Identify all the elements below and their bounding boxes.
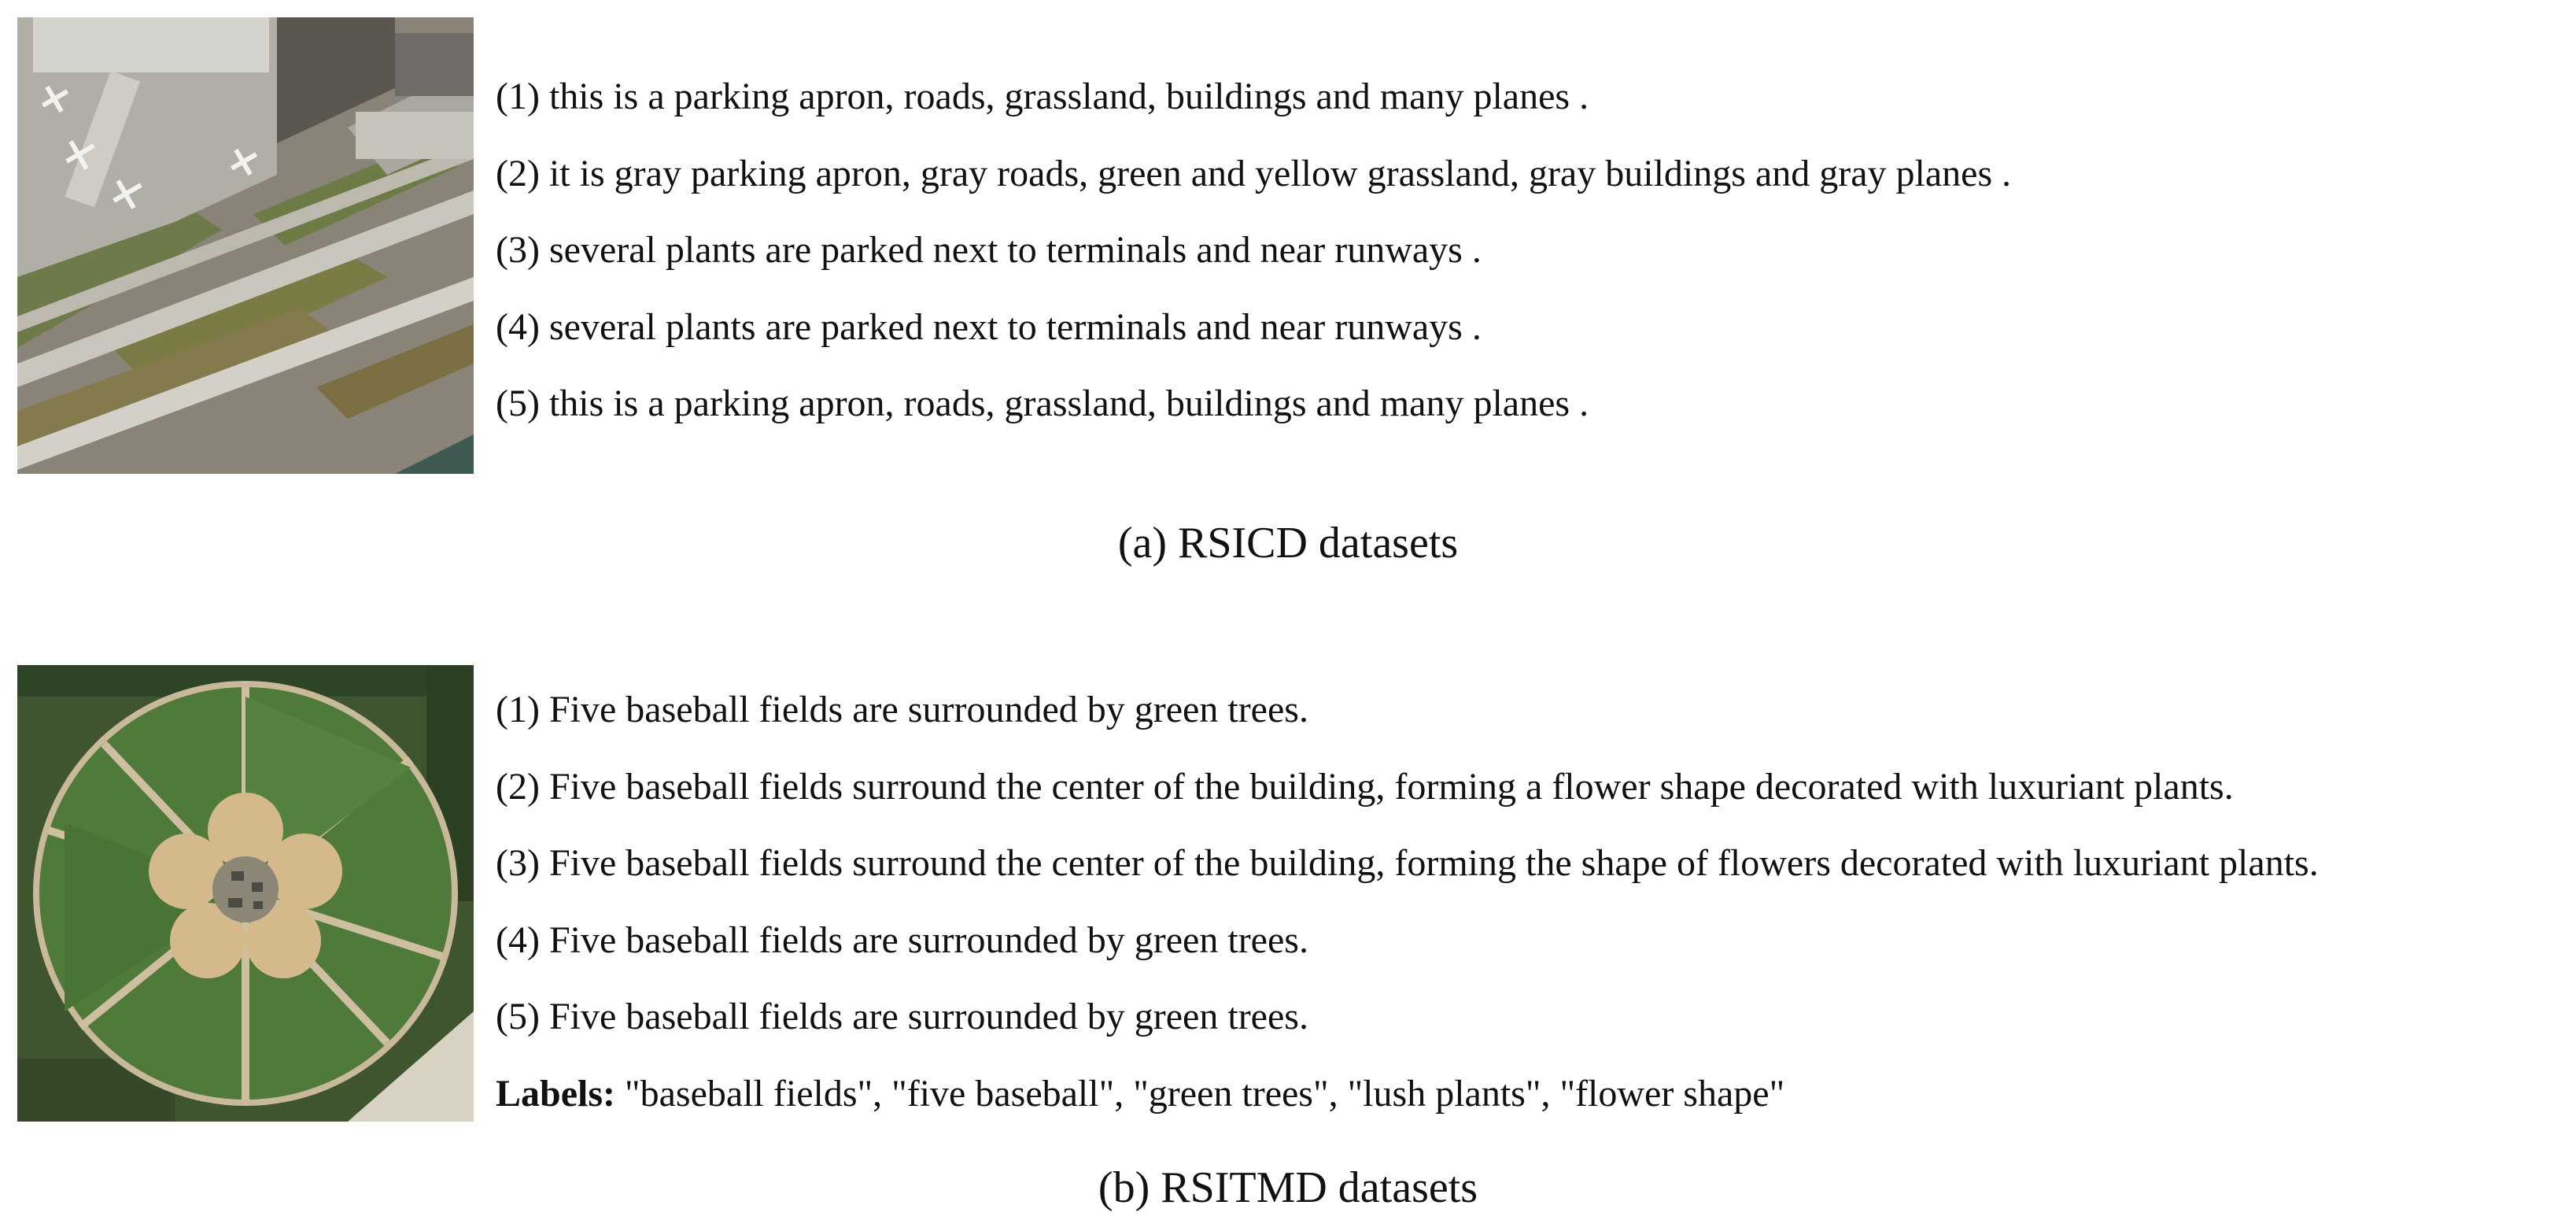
subcaption-b: (b) RSITMD datasets bbox=[1098, 1163, 1478, 1212]
rsitmd-caption-4: (4) Five baseball fields are surrounded by green trees. bbox=[496, 919, 1308, 961]
rsitmd-labels-line bbox=[496, 1055, 2319, 1133]
subcaption-a: (a) RSICD datasets bbox=[1117, 519, 1459, 567]
rsicd-caption-list bbox=[496, 58, 2011, 442]
rsicd-caption-3: (3) several plants are parked next to terminals and near runways . bbox=[496, 229, 1482, 271]
labels-key: Labels: bbox=[496, 1072, 616, 1115]
rsitmd-caption-3: (3) Five baseball fields surround the center of the building, forming the shape of flowers decorated with luxuriant plants. bbox=[496, 842, 2319, 884]
baseball-fields-aerial-image bbox=[17, 665, 474, 1122]
rsicd-caption-2: (2) it is gray parking apron, gray roads, green and yellow grassland, gray buildings and gray planes . bbox=[496, 152, 2012, 194]
airport-aerial-image bbox=[17, 17, 474, 474]
rsicd-caption-1: (1) this is a parking apron, roads, grassland, buildings and many planes . bbox=[496, 76, 1589, 117]
rsitmd-caption-1: (1) Five baseball fields are surrounded by green trees. bbox=[496, 689, 1308, 730]
rsitmd-caption-5: (5) Five baseball fields are surrounded by green trees. bbox=[496, 996, 1308, 1037]
rsitmd-caption-list bbox=[496, 671, 2319, 1132]
rsitmd-caption-2: (2) Five baseball fields surround the center of the building, forming a flower shape decorated with luxuriant plants. bbox=[496, 765, 2234, 808]
labels-value: "baseball fields", "five baseball", "green trees", "lush plants", "flower shape" bbox=[615, 1072, 1785, 1115]
rsicd-caption-4: (4) several plants are parked next to terminals and near runways . bbox=[496, 305, 1482, 348]
rsicd-caption-5: (5) this is a parking apron, roads, grassland, buildings and many planes . bbox=[496, 383, 1589, 424]
